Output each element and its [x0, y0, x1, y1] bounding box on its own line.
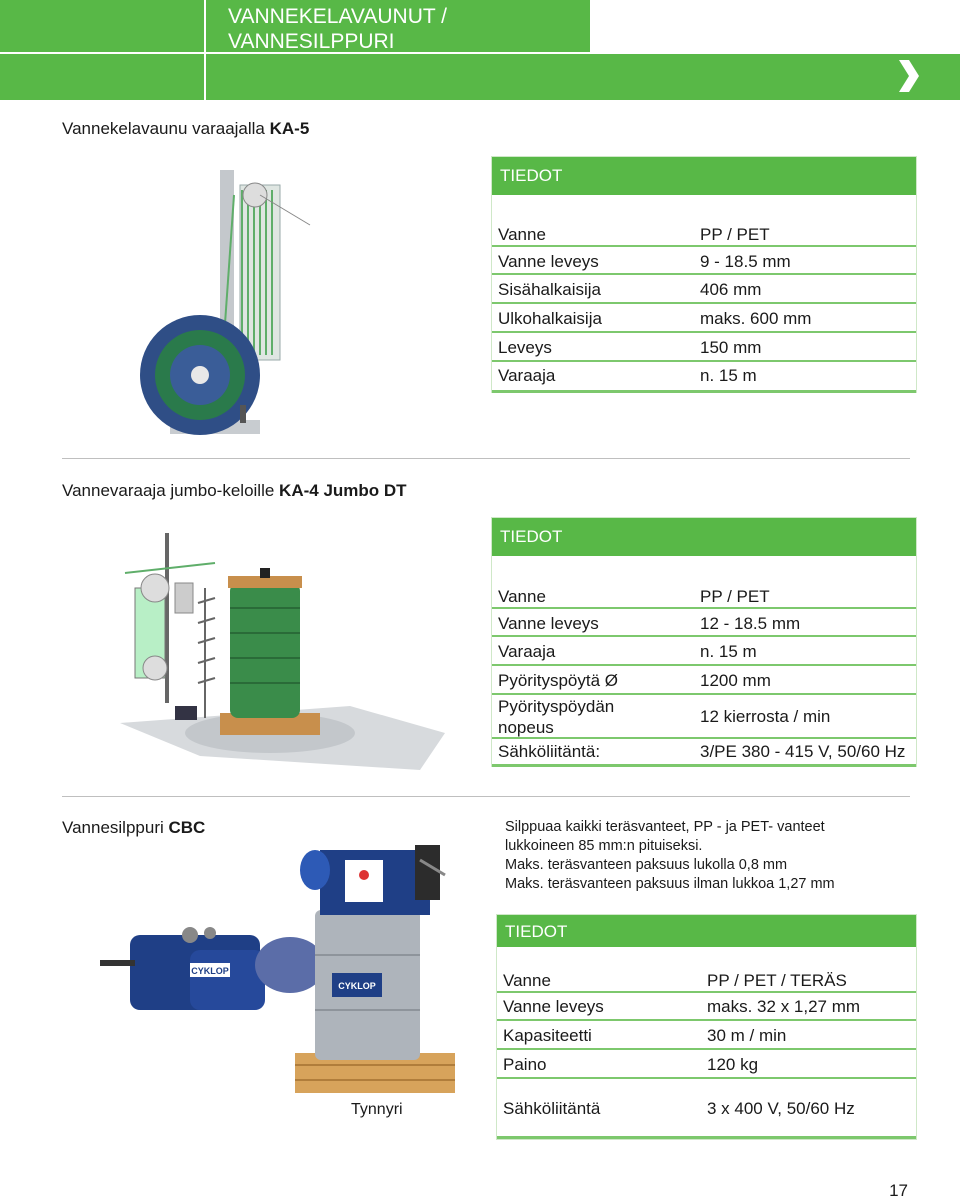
description-line: Maks. teräsvanteen paksuus ilman lukkoa 1,27 mm [505, 876, 835, 892]
ka5-spec-table [491, 156, 917, 393]
spec-key: Ulkohalkaisija [498, 309, 602, 328]
spec-key: Varaaja [498, 366, 556, 385]
spec-value: 3 x 400 V, 50/60 Hz [707, 1099, 855, 1118]
page-title [228, 4, 588, 54]
spec-value: 406 mm [700, 280, 762, 299]
cbc-shredder-image [100, 815, 470, 1105]
spec-value: n. 15 m [700, 366, 757, 385]
spec-key: Vanne [503, 971, 551, 990]
spec-value: 120 kg [707, 1055, 759, 1074]
description-line: lukkoineen 85 mm:n pituiseksi. [505, 838, 703, 854]
spec-key: Vanne leveys [503, 997, 604, 1016]
section-title-ka4 [62, 481, 407, 501]
spec-row [492, 275, 916, 304]
spec-row [492, 695, 916, 739]
spec-table-header: TIEDOT [492, 157, 916, 195]
header-band [206, 54, 960, 100]
spec-row [492, 666, 916, 695]
spec-table-header: TIEDOT [497, 915, 916, 947]
cbc-spec-table [496, 914, 917, 1140]
section-model: KA-5 [269, 119, 310, 138]
spec-value: maks. 600 mm [700, 309, 812, 328]
spec-value: 1200 mm [700, 671, 771, 690]
section-title-text: Vannekelavaunu varaajalla [62, 119, 270, 138]
spec-key: Paino [503, 1055, 547, 1074]
page-title-line1: VANNEKELAVAUNUT / [228, 5, 448, 28]
spec-key: Leveys [498, 338, 552, 357]
header-left-block [0, 0, 204, 100]
spec-key: Pyörityspöydän nopeus [498, 697, 615, 737]
spec-row [497, 1079, 916, 1139]
logo-text: CYKLOP [338, 981, 376, 991]
spec-row [492, 739, 916, 767]
spec-row [497, 967, 916, 993]
spec-key: Pyörityspöytä Ø [498, 671, 618, 690]
ka4-spec-table [491, 517, 917, 767]
page-number: 17 [889, 1181, 908, 1199]
spec-row [492, 304, 916, 333]
spec-row [492, 362, 916, 393]
section-title-ka5 [62, 119, 309, 139]
logo-text: CYKLOP [191, 966, 229, 976]
section-divider [62, 458, 910, 459]
spec-value: maks. 32 x 1,27 mm [707, 997, 861, 1016]
spec-value: n. 15 m [700, 642, 757, 661]
cbc-description [505, 818, 925, 894]
ka5-reel-cart-image [130, 165, 330, 445]
spec-value: PP / PET [700, 225, 770, 244]
spec-row [492, 584, 916, 609]
spec-table-header: TIEDOT [492, 518, 916, 556]
spec-row [492, 247, 916, 275]
spec-key: Varaaja [498, 642, 556, 661]
ka4-jumbo-image [120, 528, 450, 773]
spec-value: 12 kierrosta / min [700, 707, 831, 726]
barrel-caption: Tynnyri [351, 1101, 403, 1118]
spec-key: Sähköliitäntä [503, 1099, 601, 1118]
spec-row [492, 637, 916, 666]
section-divider [62, 796, 910, 797]
chevron-right-icon [893, 56, 923, 96]
section-model: CBC [168, 818, 206, 837]
spec-key: Sisähalkaisija [498, 280, 601, 299]
spec-key: Kapasiteetti [503, 1026, 592, 1045]
spec-row [492, 333, 916, 362]
spec-row [497, 993, 916, 1021]
spec-value: 9 - 18.5 mm [700, 252, 791, 271]
spec-row [497, 1050, 916, 1079]
spec-value: 12 - 18.5 mm [700, 614, 801, 633]
section-title-text: Vannevaraaja jumbo-keloille [62, 481, 280, 500]
spec-row [497, 1021, 916, 1050]
spec-key: Vanne leveys [498, 614, 599, 633]
spec-key: Vanne [498, 587, 546, 606]
section-model: KA-4 Jumbo DT [279, 481, 407, 500]
spec-key: Vanne leveys [498, 252, 599, 271]
description-line: Maks. teräsvanteen paksuus lukolla 0,8 mm [505, 857, 788, 873]
spec-key: Vanne [498, 225, 546, 244]
spec-value: PP / PET / TERÄS [707, 971, 847, 990]
spec-value: PP / PET [700, 587, 770, 606]
page-title-line2: VANNESILPPURI [228, 30, 395, 53]
spec-key: Sähköliitäntä: [498, 742, 601, 761]
spec-row [492, 221, 916, 247]
section-title-text: Vannesilppuri [62, 818, 169, 837]
description-line: Silppuaa kaikki teräsvanteet, PP - ja PET- vanteet [505, 819, 825, 835]
spec-value: 3/PE 380 - 415 V, 50/60 Hz [700, 742, 906, 761]
spec-row [492, 609, 916, 637]
spec-value: 150 mm [700, 338, 762, 357]
spec-value: 30 m / min [707, 1026, 787, 1045]
